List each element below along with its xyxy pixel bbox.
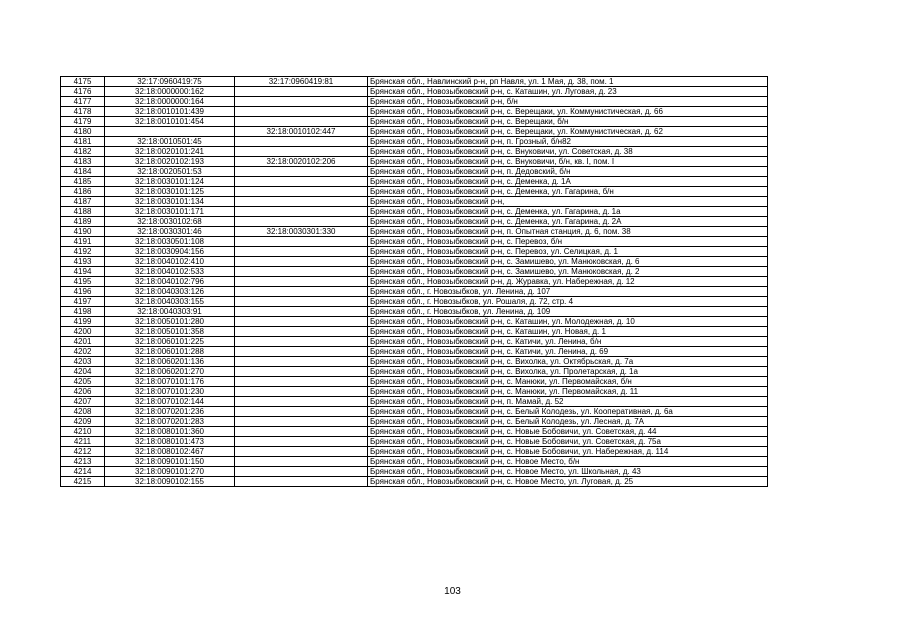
address-cell: Брянская обл., Новозыбковский р-н, с. Белый Колодезь, ул. Кооперативная, д. 6а: [368, 407, 768, 417]
object-cadastral-number-cell: [235, 427, 368, 437]
table-row: [61, 457, 768, 467]
row-number-cell: 4209: [61, 417, 105, 427]
row-number-cell: 4200: [61, 327, 105, 337]
cadastral-number-cell: 32:18:0000000:162: [105, 87, 235, 97]
row-number-cell: 4185: [61, 177, 105, 187]
table-row: [61, 307, 768, 317]
cadastral-number-cell: 32:18:0040303:91: [105, 307, 235, 317]
row-number-cell: 4178: [61, 107, 105, 117]
object-cadastral-number-cell: [235, 107, 368, 117]
table-row: [61, 217, 768, 227]
row-number-cell: 4180: [61, 127, 105, 137]
row-number-cell: 4189: [61, 217, 105, 227]
address-cell: Брянская обл., Новозыбковский р-н, п. Мамай, д. 52: [368, 397, 768, 407]
cadastral-number-cell: 32:18:0060101:225: [105, 337, 235, 347]
address-cell: Брянская обл., Новозыбковский р-н, с. Деменка, ул. Гагарина, б/н: [368, 187, 768, 197]
cadastral-number-cell: 32:18:0010101:454: [105, 117, 235, 127]
cadastral-number-cell: 32:17:0960419:75: [105, 77, 235, 87]
object-cadastral-number-cell: [235, 217, 368, 227]
cadastral-number-cell: 32:18:0030102:68: [105, 217, 235, 227]
object-cadastral-number-cell: [235, 277, 368, 287]
cadastral-number-cell: [105, 127, 235, 137]
address-cell: Брянская обл., Новозыбковский р-н, с. Верещаки, ул. Коммунистическая, д. 66: [368, 107, 768, 117]
row-number-cell: 4194: [61, 267, 105, 277]
cadastral-number-cell: 32:18:0040102:796: [105, 277, 235, 287]
cadastral-number-cell: 32:18:0010501:45: [105, 137, 235, 147]
row-number-cell: 4198: [61, 307, 105, 317]
object-cadastral-number-cell: [235, 387, 368, 397]
address-cell: Брянская обл., Новозыбковский р-н, с. Вихолка, ул. Пролетарская, д. 1а: [368, 367, 768, 377]
object-cadastral-number-cell: [235, 467, 368, 477]
object-cadastral-number-cell: [235, 397, 368, 407]
row-number-cell: 4202: [61, 347, 105, 357]
address-cell: Брянская обл., Новозыбковский р-н, с. Новое Место, ул. Луговая, д. 25: [368, 477, 768, 487]
address-cell: Брянская обл., Новозыбковский р-н, с. Белый Колодезь, ул. Лесная, д. 7А: [368, 417, 768, 427]
cadastral-number-cell: 32:18:0030501:108: [105, 237, 235, 247]
table-row: [61, 397, 768, 407]
object-cadastral-number-cell: [235, 437, 368, 447]
table-row: [61, 407, 768, 417]
cadastral-number-cell: 32:18:0080102:467: [105, 447, 235, 457]
row-number-cell: 4177: [61, 97, 105, 107]
object-cadastral-number-cell: [235, 447, 368, 457]
address-cell: Брянская обл., Новозыбковский р-н, д. Журавка, ул. Набережная, д. 12: [368, 277, 768, 287]
row-number-cell: 4212: [61, 447, 105, 457]
address-cell: Брянская обл., Новозыбковский р-н, с. Внуковичи, ул. Советская, д. 38: [368, 147, 768, 157]
object-cadastral-number-cell: [235, 457, 368, 467]
table-row: [61, 357, 768, 367]
cadastral-number-cell: 32:18:0080101:360: [105, 427, 235, 437]
address-cell: Брянская обл., Новозыбковский р-н, с. Деменка, ул. Гагарина, д. 1а: [368, 207, 768, 217]
table-row: [61, 297, 768, 307]
cadastral-number-cell: 32:18:0020102:193: [105, 157, 235, 167]
cadastral-number-cell: 32:18:0030101:124: [105, 177, 235, 187]
row-number-cell: 4176: [61, 87, 105, 97]
object-cadastral-number-cell: [235, 377, 368, 387]
row-number-cell: 4196: [61, 287, 105, 297]
address-cell: Брянская обл., Новозыбковский р-н, с. Каташин, ул. Новая, д. 1: [368, 327, 768, 337]
address-cell: Брянская обл., Новозыбковский р-н, с. Каташин, ул. Луговая, д. 23: [368, 87, 768, 97]
row-number-cell: 4186: [61, 187, 105, 197]
table-row: [61, 147, 768, 157]
row-number-cell: 4183: [61, 157, 105, 167]
row-number-cell: 4201: [61, 337, 105, 347]
cadastral-number-cell: 32:18:0070101:230: [105, 387, 235, 397]
row-number-cell: 4203: [61, 357, 105, 367]
table-row: [61, 107, 768, 117]
table-row: [61, 87, 768, 97]
object-cadastral-number-cell: [235, 297, 368, 307]
cadastral-number-cell: 32:18:0010101:439: [105, 107, 235, 117]
table-row: [61, 267, 768, 277]
row-number-cell: 4206: [61, 387, 105, 397]
table-row: [61, 247, 768, 257]
object-cadastral-number-cell: [235, 307, 368, 317]
row-number-cell: 4199: [61, 317, 105, 327]
row-number-cell: 4197: [61, 297, 105, 307]
object-cadastral-number-cell: [235, 267, 368, 277]
address-cell: Брянская обл., Новозыбковский р-н, с. Новые Бобовичи, ул. Советская, д. 75а: [368, 437, 768, 447]
object-cadastral-number-cell: [235, 167, 368, 177]
table-row: [61, 347, 768, 357]
address-cell: Брянская обл., Новозыбковский р-н, с. Каташин, ул. Молодежная, д. 10: [368, 317, 768, 327]
object-cadastral-number-cell: [235, 327, 368, 337]
cadastral-number-cell: 32:18:0070102:144: [105, 397, 235, 407]
address-cell: Брянская обл., Новозыбковский р-н, п. Опытная станция, д. 6, пом. 38: [368, 227, 768, 237]
cadastral-number-cell: 32:18:0030101:134: [105, 197, 235, 207]
object-cadastral-number-cell: [235, 87, 368, 97]
row-number-cell: 4182: [61, 147, 105, 157]
table-row: [61, 447, 768, 457]
row-number-cell: 4192: [61, 247, 105, 257]
cadastral-number-cell: 32:18:0060201:136: [105, 357, 235, 367]
table-row: [61, 187, 768, 197]
table-row: [61, 337, 768, 347]
object-cadastral-number-cell: [235, 347, 368, 357]
cadastral-number-cell: 32:18:0090101:270: [105, 467, 235, 477]
object-cadastral-number-cell: [235, 147, 368, 157]
cadastral-number-cell: 32:18:0000000:164: [105, 97, 235, 107]
table-row: [61, 277, 768, 287]
table-row: [61, 77, 768, 87]
address-cell: Брянская обл., Новозыбковский р-н, с. Манюки, ул. Первомайская, д. 11: [368, 387, 768, 397]
cadastral-number-cell: 32:18:0040102:533: [105, 267, 235, 277]
cadastral-number-cell: 32:18:0070101:176: [105, 377, 235, 387]
table-row: [61, 167, 768, 177]
cadastral-number-cell: 32:18:0090101:150: [105, 457, 235, 467]
cadastral-number-cell: 32:18:0090102:155: [105, 477, 235, 487]
row-number-cell: 4210: [61, 427, 105, 437]
object-cadastral-number-cell: [235, 317, 368, 327]
address-cell: Брянская обл., Новозыбковский р-н, с. Деменка, д. 1А: [368, 177, 768, 187]
address-cell: Брянская обл., Новозыбковский р-н, п. Дедовский, б/н: [368, 167, 768, 177]
table-row: [61, 327, 768, 337]
row-number-cell: 4215: [61, 477, 105, 487]
address-cell: Брянская обл., Новозыбковский р-н, с. Катичи, ул. Ленина, б/н: [368, 337, 768, 347]
table-row: [61, 367, 768, 377]
address-cell: Брянская обл., г. Новозыбков, ул. Ленина, д. 107: [368, 287, 768, 297]
table-row: [61, 477, 768, 487]
table-row: [61, 317, 768, 327]
object-cadastral-number-cell: [235, 287, 368, 297]
row-number-cell: 4181: [61, 137, 105, 147]
table-row: [61, 437, 768, 447]
address-cell: Брянская обл., г. Новозыбков, ул. Ленина, д. 109: [368, 307, 768, 317]
object-cadastral-number-cell: [235, 197, 368, 207]
address-cell: Брянская обл., Навлинский р-н, рп Навля, ул. 1 Мая, д. 38, пом. 1: [368, 77, 768, 87]
object-cadastral-number-cell: [235, 137, 368, 147]
object-cadastral-number-cell: [235, 237, 368, 247]
object-cadastral-number-cell: [235, 207, 368, 217]
table-row: [61, 137, 768, 147]
cadastral-number-cell: 32:18:0020501:53: [105, 167, 235, 177]
table-row: [61, 387, 768, 397]
cadastral-number-cell: 32:18:0070201:236: [105, 407, 235, 417]
table-row: [61, 227, 768, 237]
address-cell: Брянская обл., Новозыбковский р-н, с. Верещаки, ул. Коммунистическая, д. 62: [368, 127, 768, 137]
object-cadastral-number-cell: 32:18:0010102:447: [235, 127, 368, 137]
address-cell: Брянская обл., Новозыбковский р-н, с. Новые Бобовичи, ул. Советская, д. 44: [368, 427, 768, 437]
table-row: [61, 377, 768, 387]
table-row: [61, 237, 768, 247]
address-cell: Брянская обл., Новозыбковский р-н, с. Верещаки, б/н: [368, 117, 768, 127]
address-cell: Брянская обл., Новозыбковский р-н, с. Новое Место, ул. Школьная, д. 43: [368, 467, 768, 477]
address-cell: Брянская обл., Новозыбковский р-н, с. Перевоз, б/н: [368, 237, 768, 247]
object-cadastral-number-cell: [235, 177, 368, 187]
row-number-cell: 4211: [61, 437, 105, 447]
row-number-cell: 4208: [61, 407, 105, 417]
cadastral-number-cell: 32:18:0020101:241: [105, 147, 235, 157]
object-cadastral-number-cell: [235, 337, 368, 347]
object-cadastral-number-cell: [235, 477, 368, 487]
object-cadastral-number-cell: [235, 247, 368, 257]
cadastral-number-cell: 32:18:0050101:280: [105, 317, 235, 327]
registry-table-body: [61, 77, 768, 487]
table-row: [61, 207, 768, 217]
address-cell: Брянская обл., Новозыбковский р-н, с. Деменка, ул. Гагарина, д. 2А: [368, 217, 768, 227]
object-cadastral-number-cell: [235, 117, 368, 127]
row-number-cell: 4179: [61, 117, 105, 127]
table-row: [61, 97, 768, 107]
cadastral-number-cell: 32:18:0030101:171: [105, 207, 235, 217]
address-cell: Брянская обл., Новозыбковский р-н, с. Внуковичи, б/н, кв. I, пом. I: [368, 157, 768, 167]
registry-table: [60, 76, 768, 487]
table-row: [61, 177, 768, 187]
cadastral-number-cell: 32:18:0030101:125: [105, 187, 235, 197]
address-cell: Брянская обл., г. Новозыбков, ул. Рошаля, д. 72, стр. 4: [368, 297, 768, 307]
address-cell: Брянская обл., Новозыбковский р-н, с. Вихолка, ул. Октябрьская, д. 7а: [368, 357, 768, 367]
address-cell: Брянская обл., Новозыбковский р-н, с. Новые Бобовичи, ул. Набережная, д. 114: [368, 447, 768, 457]
cadastral-number-cell: 32:18:0080101:473: [105, 437, 235, 447]
row-number-cell: 4188: [61, 207, 105, 217]
cadastral-number-cell: 32:18:0050101:358: [105, 327, 235, 337]
row-number-cell: 4205: [61, 377, 105, 387]
table-row: [61, 157, 768, 167]
row-number-cell: 4187: [61, 197, 105, 207]
address-cell: Брянская обл., Новозыбковский р-н, б/н: [368, 97, 768, 107]
object-cadastral-number-cell: [235, 367, 368, 377]
table-row: [61, 117, 768, 127]
address-cell: Брянская обл., Новозыбковский р-н, с. Перевоз, ул. Селицкая, д. 1: [368, 247, 768, 257]
cadastral-number-cell: 32:18:0030301:46: [105, 227, 235, 237]
object-cadastral-number-cell: [235, 357, 368, 367]
object-cadastral-number-cell: 32:18:0020102:206: [235, 157, 368, 167]
table-row: [61, 417, 768, 427]
address-cell: Брянская обл., Новозыбковский р-н, п. Грозный, б/н82: [368, 137, 768, 147]
address-cell: Брянская обл., Новозыбковский р-н, с. Замишево, ул. Манюковская, д. 2: [368, 267, 768, 277]
object-cadastral-number-cell: [235, 187, 368, 197]
table-row: [61, 257, 768, 267]
row-number-cell: 4193: [61, 257, 105, 267]
address-cell: Брянская обл., Новозыбковский р-н,: [368, 197, 768, 207]
cadastral-number-cell: 32:18:0060101:288: [105, 347, 235, 357]
table-row: [61, 287, 768, 297]
object-cadastral-number-cell: 32:18:0030301:330: [235, 227, 368, 237]
row-number-cell: 4191: [61, 237, 105, 247]
row-number-cell: 4195: [61, 277, 105, 287]
cadastral-number-cell: 32:18:0030904:156: [105, 247, 235, 257]
object-cadastral-number-cell: [235, 97, 368, 107]
row-number-cell: 4207: [61, 397, 105, 407]
table-row: [61, 197, 768, 207]
table-row: [61, 427, 768, 437]
cadastral-number-cell: 32:18:0040303:126: [105, 287, 235, 297]
object-cadastral-number-cell: 32:17:0960419:81: [235, 77, 368, 87]
object-cadastral-number-cell: [235, 257, 368, 267]
table-row: [61, 467, 768, 477]
object-cadastral-number-cell: [235, 417, 368, 427]
row-number-cell: 4204: [61, 367, 105, 377]
row-number-cell: 4214: [61, 467, 105, 477]
address-cell: Брянская обл., Новозыбковский р-н, с. Новое Место, б/н: [368, 457, 768, 467]
cadastral-number-cell: 32:18:0070201:283: [105, 417, 235, 427]
table-row: [61, 127, 768, 137]
cadastral-number-cell: 32:18:0040102:410: [105, 257, 235, 267]
cadastral-number-cell: 32:18:0040303:155: [105, 297, 235, 307]
row-number-cell: 4175: [61, 77, 105, 87]
row-number-cell: 4184: [61, 167, 105, 177]
cadastral-number-cell: 32:18:0060201:270: [105, 367, 235, 377]
page-number: 103: [444, 586, 461, 597]
address-cell: Брянская обл., Новозыбковский р-н, с. Замишево, ул. Манюковская, д. 6: [368, 257, 768, 267]
address-cell: Брянская обл., Новозыбковский р-н, с. Катичи, ул. Ленина, д. 69: [368, 347, 768, 357]
row-number-cell: 4190: [61, 227, 105, 237]
object-cadastral-number-cell: [235, 407, 368, 417]
row-number-cell: 4213: [61, 457, 105, 467]
address-cell: Брянская обл., Новозыбковский р-н, с. Манюки, ул. Первомайская, б/н: [368, 377, 768, 387]
